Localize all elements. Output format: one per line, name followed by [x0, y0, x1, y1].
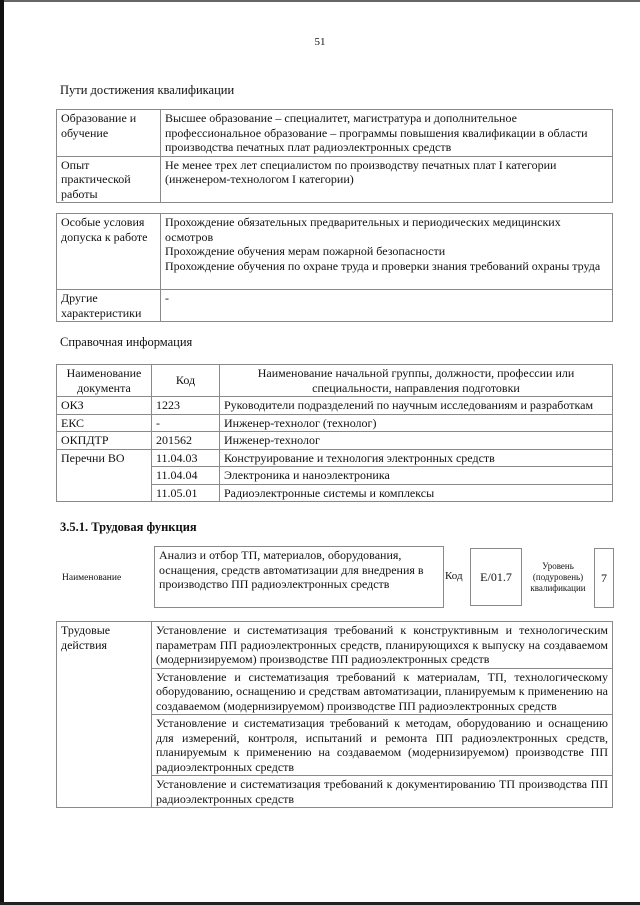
cell-code: - [152, 414, 220, 432]
cell-name: Конструирование и технология электронных средств [220, 449, 613, 467]
qualification-level-label [524, 561, 592, 594]
cell-doc: ОКЗ [57, 397, 152, 415]
labor-action-item: Установление и систематизация требований к материалам, ТП, технологическому оборудованию, оснащению и средствам автоматизации, планируемым к применению на создаваемом (модернизируемом) производстве ПП радиоэлектронных средств [152, 668, 613, 715]
cell-code: 11.04.04 [152, 467, 220, 485]
row-label: Особые условия допуска к работе [57, 214, 161, 290]
condition-item: Прохождение обучения по охране труда и проверки знания требований охраны труда [165, 258, 601, 273]
table-row [57, 397, 613, 415]
page-number: 51 [314, 36, 326, 48]
row-value [161, 214, 613, 290]
cell-doc: ЕКС [57, 414, 152, 432]
reference-title: Справочная информация [60, 335, 193, 349]
labor-action-item: Установление и систематизация требований к методам, оборудованию и оснащению для измерений, контроля, испытаний и ремонта ПП радиоэлектронных средств, планируемым к применению на создаваемом (модернизируемом) производстве ПП радиоэлектронных средств [152, 715, 613, 776]
admission-table [56, 213, 613, 322]
labor-actions-label: Трудовые действия [57, 622, 152, 808]
cell-name: Инженер-технолог [220, 432, 613, 450]
row-label: Опыт практической работы [57, 156, 161, 203]
row-label: Другие характеристики [57, 290, 161, 322]
cell-code: 201562 [152, 432, 220, 450]
row-value: Не менее трех лет специалистом по производству печатных плат I категории (инженером-технологом I категории) [161, 156, 613, 203]
table-row [57, 214, 613, 290]
labor-function-code-label: Код [445, 570, 463, 582]
qualification-paths-title: Пути достижения квалификации [60, 83, 235, 97]
scan-edge-left [0, 0, 4, 905]
cell-code: 11.05.01 [152, 484, 220, 502]
cell-name: Электроника и наноэлектроника [220, 467, 613, 485]
labor-action-item: Установление и систематизация требований к конструктивным и технологическим параметрам ПП радиоэлектронных средств, планирующихся к выпуску на создаваемом (модернизируемом) производстве ПП радиоэлектронных средств [152, 622, 613, 669]
cell-doc: Перечни ВО [57, 449, 152, 502]
table-row [57, 156, 613, 203]
cell-name: Радиоэлектронные системы и комплексы [220, 484, 613, 502]
labor-function-name-label: Наименование [62, 573, 122, 583]
qualification-level-box: 7 [594, 548, 614, 608]
table-row [57, 432, 613, 450]
labor-function-code-box: E/01.7 [470, 548, 522, 606]
cell-doc: ОКПДТР [57, 432, 152, 450]
table-row [57, 622, 613, 669]
labor-action-item: Установление и систематизация требований к документированию ТП производства ПП радиоэлектронных средств [152, 776, 613, 808]
cell-name: Инженер-технолог (технолог) [220, 414, 613, 432]
qualification-paths-table [56, 109, 613, 203]
condition-item: Прохождение обязательных предварительных и периодических медицинских осмотров [165, 215, 561, 244]
row-value: Высшее образование – специалитет, магистратура и дополнительное профессиональное образование – программы повышения квалификации в области производства печатных плат радиоэлектронных средств [161, 110, 613, 157]
table-row [57, 449, 613, 467]
header-doc: Наименование документа [57, 365, 152, 397]
labor-actions-table [56, 621, 613, 808]
table-header-row [57, 365, 613, 397]
cell-code: 11.04.03 [152, 449, 220, 467]
level-label-line: (подуровень) [532, 572, 584, 582]
labor-function-name-box: Анализ и отбор ТП, материалов, оборудования, оснащения, средств автоматизации для внедрения в производство ПП радиоэлектронных средств [154, 546, 444, 608]
level-label-line: квалификации [530, 583, 586, 593]
header-name: Наименование начальной группы, должности, профессии или специальности, направления подготовки [220, 365, 613, 397]
header-code: Код [152, 365, 220, 397]
reference-table [56, 364, 613, 502]
scan-edge-top [0, 0, 640, 2]
table-row [57, 414, 613, 432]
level-label-line: Уровень [542, 561, 574, 571]
condition-item: Прохождение обучения мерам пожарной безопасности [165, 244, 446, 258]
table-row [57, 290, 613, 322]
cell-code: 1223 [152, 397, 220, 415]
row-value: - [161, 290, 613, 322]
labor-function-title: 3.5.1. Трудовая функция [60, 520, 197, 534]
table-row [57, 110, 613, 157]
cell-name: Руководители подразделений по научным исследованиям и разработкам [220, 397, 613, 415]
row-label: Образование и обучение [57, 110, 161, 157]
